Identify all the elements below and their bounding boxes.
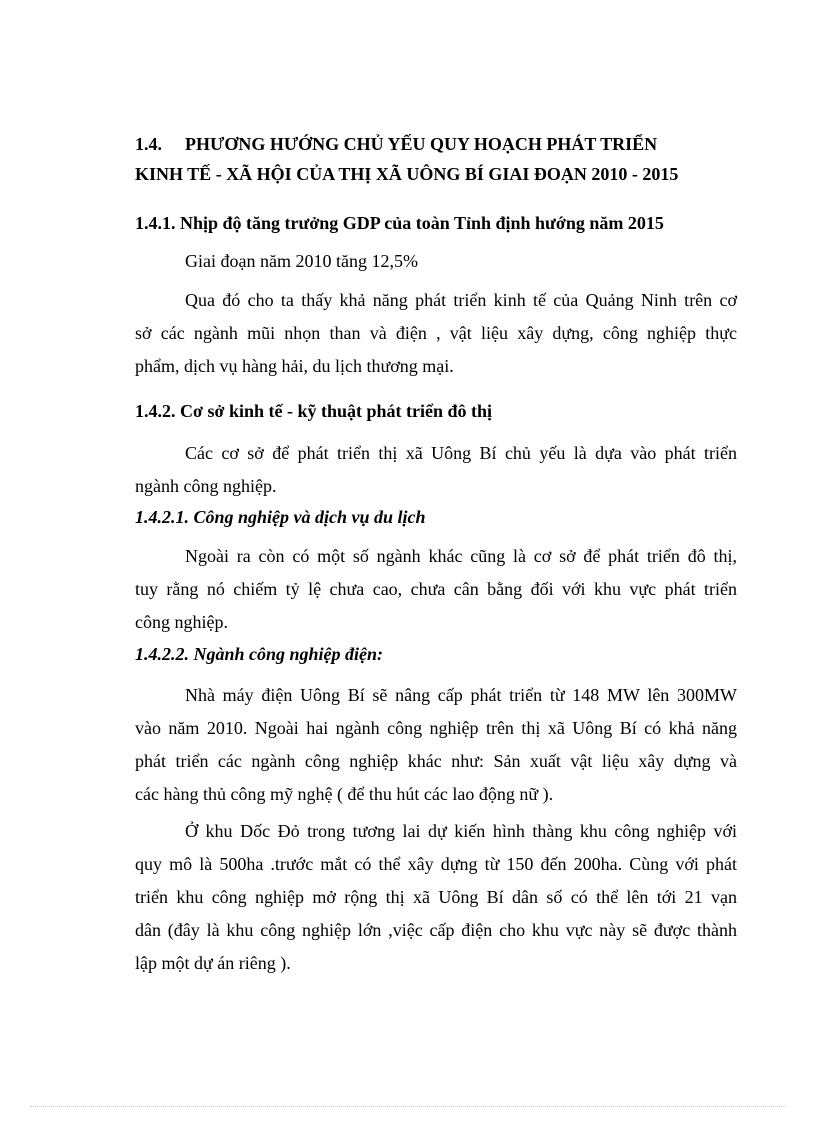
section-1421-paragraph-1	[135, 540, 737, 639]
paragraph-line: quy mô là 500ha .trước mắt có thể xây dựng từ 150 đến 200ha. Cùng với phát	[135, 854, 737, 874]
paragraph-line: Ngoài ra còn có một số ngành khác cũng là cơ sở để phát triển đô thị,	[185, 546, 737, 566]
paragraph-line: các hàng thủ công mỹ nghệ ( để thu hút các lao động nữ ).	[135, 784, 554, 804]
paragraph-line: dân (đây là khu công nghiệp lớn ,việc cấp điện cho khu vực này sẽ được thành	[135, 920, 737, 940]
paragraph-line: Nhà máy điện Uông Bí sẽ nâng cấp phát triển từ 148 MW lên 300MW	[185, 685, 737, 705]
section-142-heading: 1.4.2. Cơ sở kinh tế - kỹ thuật phát triển đô thị	[135, 401, 492, 421]
section-141-heading: 1.4.1. Nhịp độ tăng trưởng GDP của toàn Tỉnh định hướng năm 2015	[135, 213, 664, 233]
section-141-paragraph-2	[135, 284, 737, 383]
section-142-paragraph-1	[135, 437, 737, 503]
paragraph-line: tuy rằng nó chiếm tỷ lệ chưa cao, chưa cân bằng đối với khu vực phát triển	[135, 579, 737, 599]
paragraph-line: Giai đoạn năm 2010 tăng 12,5%	[185, 251, 418, 271]
paragraph-line: sở các ngành mũi nhọn than và điện , vật liệu xây dựng, công nghiệp thực	[135, 323, 737, 343]
paragraph-line: ngành công nghiệp.	[135, 476, 277, 496]
section-1422-heading: 1.4.2.2. Ngành công nghiệp điện:	[135, 644, 384, 664]
page-footer-divider	[30, 1106, 786, 1107]
main-heading-line2: KINH TẾ - XÃ HỘI CỦA THỊ XÃ UÔNG BÍ GIAI ĐOẠN 2010 - 2015	[135, 164, 679, 184]
paragraph-line: phát triển các ngành công nghiệp khác như: Sản xuất vật liệu xây dựng và	[135, 751, 737, 771]
paragraph-line: Ở khu Dốc Đỏ trong tương lai dự kiến hình thàng khu công nghiệp với	[185, 821, 737, 841]
section-1421-heading: 1.4.2.1. Công nghiệp và dịch vụ du lịch	[135, 507, 426, 527]
paragraph-line: Các cơ sở để phát triển thị xã Uông Bí chủ yếu là dựa vào phát triển	[185, 443, 737, 463]
main-heading-number: 1.4.	[135, 134, 162, 154]
section-1422-paragraph-1	[135, 679, 737, 811]
paragraph-line: triển khu công nghiệp mở rộng thị xã Uông Bí dân số có thể lên tới 21 vạn	[135, 887, 737, 907]
paragraph-line: Qua đó cho ta thấy khả năng phát triển kinh tế của Quảng Ninh trên cơ	[185, 290, 737, 310]
paragraph-line: vào năm 2010. Ngoài hai ngành công nghiệp trên thị xã Uông Bí có khả năng	[135, 718, 737, 738]
main-heading-line1: PHƯƠNG HƯỚNG CHỦ YẾU QUY HOẠCH PHÁT TRIỂN	[185, 134, 658, 154]
section-141-paragraph-1	[135, 245, 737, 278]
paragraph-line: công nghiệp.	[135, 612, 228, 632]
section-1422-paragraph-2	[135, 815, 737, 980]
paragraph-line: lập một dự án riêng ).	[135, 953, 291, 973]
main-heading	[135, 129, 735, 189]
paragraph-line: phẩm, dịch vụ hàng hải, du lịch thương mại.	[135, 356, 454, 376]
